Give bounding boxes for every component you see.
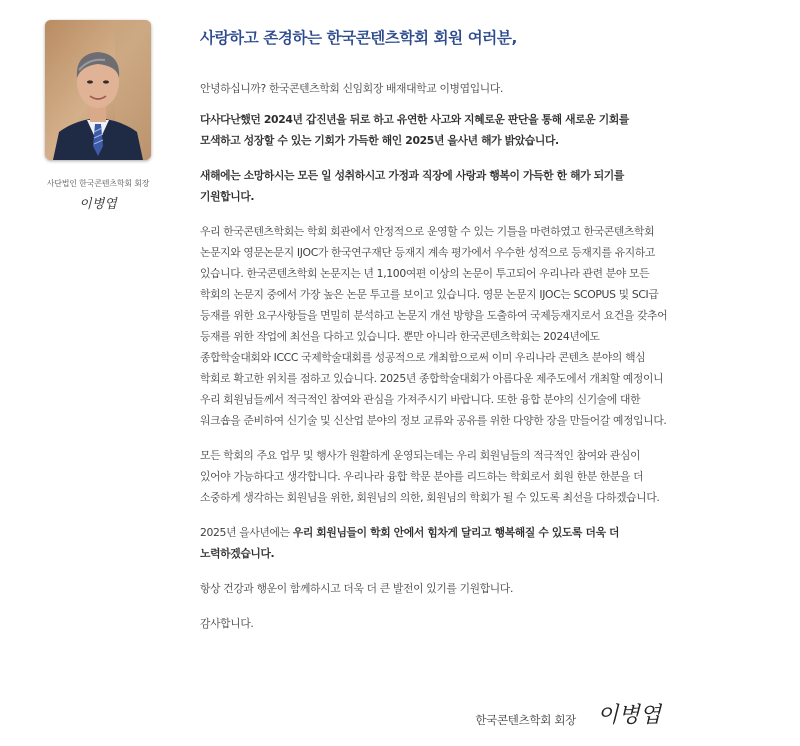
paragraph-participation: 모든 학회의 주요 업무 및 행사가 원활하게 운영되는데는 우리 회원님들의 적극적인 참여와 관심이 있어야 가능하다고 생각합니다. 우리나라 융합 학문 분야를 리드하는 학회로서 회원 한분 한분을 더 소중하게 생각하는 회원님을 위한, 회원님의 의한, 회원님의 학회가 될 수 있도록 최선을 다하겠습니다.: [200, 449, 660, 504]
sidebar-caption: 사단법인 한국콘텐츠학회 회장: [46, 179, 150, 188]
closing-title: 한국콘텐츠학회 회장: [475, 713, 576, 727]
portrait-illustration: [45, 20, 151, 160]
sidebar-signature: [28, 191, 168, 219]
closing-signature-block: [475, 696, 672, 736]
signature-mark: [68, 191, 128, 215]
paragraph-thanks: 감사합니다.: [200, 617, 254, 630]
paragraph-blessing: 항상 건강과 행운이 함께하시고 더욱 더 큰 발전이 있기를 기원합니다.: [200, 582, 514, 595]
letter-body: [200, 26, 670, 648]
pledge-emphasis: 우리 회원님들이 학회 안에서 힘차게 달리고 행복해질 수 있도록 더욱 더 노력하겠습니다.: [200, 526, 620, 560]
svg-text:이병엽: 이병엽: [79, 197, 117, 212]
greeting-paragraph: 안녕하십니까? 한국콘텐츠학회 신임회장 배재대학교 이병엽입니다.: [200, 82, 504, 95]
letter-heading: 사랑하고 존경하는 한국콘텐츠학회 회원 여러분,: [200, 29, 517, 47]
svg-text:이병엽: 이병엽: [597, 703, 661, 728]
president-portrait: [45, 20, 151, 160]
pledge-lead: 2025년 을사년에는: [200, 526, 293, 539]
paragraph-pledge: [200, 522, 670, 564]
closing-signature-mark: [586, 696, 672, 732]
paragraph-achievements: 우리 한국콘텐츠학회는 학회 회관에서 안정적으로 운영할 수 있는 기틀을 마련하였고 한국콘텐츠학회 논문지와 영문논문지 IJOC가 한국연구재단 등재지 계속 평가에서 우수한 성적으로 등재지를 유지하고 있습니다. 한국콘텐츠학회 논문지는 년 1,100여편 이상의 논문이 투고되어 우리나라 관련 분야 모든 학회의 논문지 중에서 가장 높은 논문 투고를 보이고 있습니다. 영문 논문지 IJOC는 SCOPUS 및 SCI급 등재를 위한 요구사항들을 면밀히 분석하고 논문지 개선 방향을 도출하여 국제등재지로서 요건을 갖추어 등재를 위한 작업에 최선을 다하고 있습니다. 뿐만 아니라 한국콘텐츠학회는 2024년에도 종합학술대회와 ICCC 국제학술대회를 성공적으로 개최함으로써 이미 우리나라 콘텐츠 분야의 핵심 학회로 확고한 위치를 점하고 있습니다. 2025년 종합학술대회가 아름다운 제주도에서 개최할 예정이니 우리 회원님들께서 적극적인 참여와 관심을 가져주시기 바랍니다. 또한 융합 분야의 신기술에 대한 워크숍을 준비하여 신기술 및 신산업 분야의 정보 교류와 공유를 위한 다양한 장을 만들어갈 예정입니다.: [200, 225, 668, 427]
sidebar: [28, 20, 168, 219]
closing-signature: [586, 696, 672, 736]
paragraph-wishes: 새해에는 소망하시는 모든 일 성취하시고 가정과 직장에 사랑과 행복이 가득한 한 해가 되기를 기원합니다.: [200, 169, 624, 203]
paragraph-new-year: 다사다난했던 2024년 갑진년을 뒤로 하고 유연한 사고와 지혜로운 판단을 통해 새로운 기회를 모색하고 성장할 수 있는 기회가 가득한 해인 2025년 을사년 해가 밝았습니다.: [200, 113, 630, 147]
